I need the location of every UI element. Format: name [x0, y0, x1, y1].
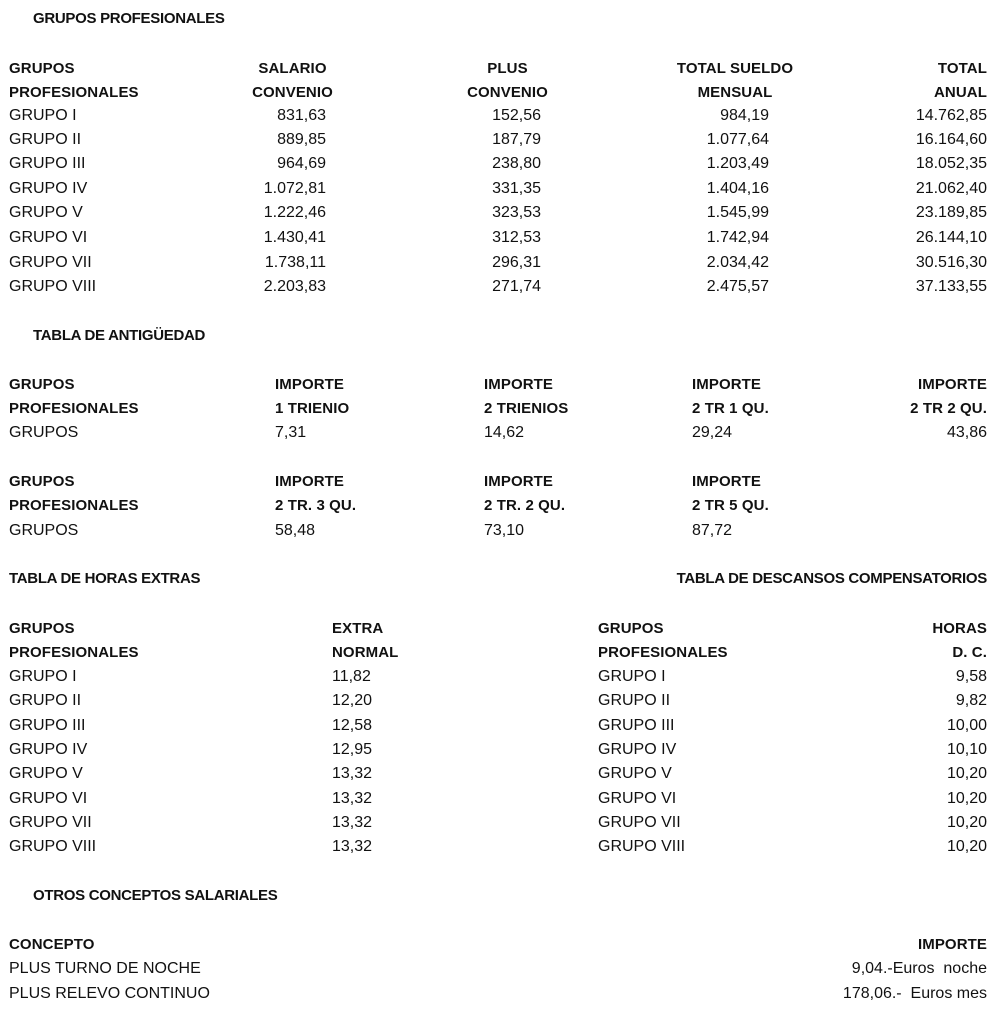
- section-title-otros: OTROS CONCEPTOS SALARIALES: [33, 887, 278, 904]
- col-header: IMPORTE: [917, 936, 987, 953]
- cell-mensual: 1.404,16: [706, 180, 769, 197]
- cell-group: GRUPO V: [9, 765, 83, 782]
- cell-group: GRUPO V: [598, 765, 672, 782]
- col-header: PROFESIONALES: [9, 497, 139, 514]
- cell-concept: PLUS RELEVO CONTINUO: [9, 985, 210, 1002]
- col-header: IMPORTE: [692, 473, 762, 490]
- cell-value: 12,95: [332, 741, 373, 758]
- cell-group: GRUPO I: [9, 107, 77, 124]
- cell-salario: 1.222,46: [263, 204, 326, 221]
- cell-value: 13,32: [332, 838, 373, 855]
- section-title-horas-extras: TABLA DE HORAS EXTRAS: [9, 570, 201, 587]
- cell-value: 73,10: [484, 522, 525, 539]
- cell-value: 10,20: [946, 765, 987, 782]
- col-header: PROFESIONALES: [9, 84, 139, 101]
- cell-salario: 1.430,41: [263, 229, 326, 246]
- col-header: 2 TRIENIOS: [484, 400, 569, 417]
- cell-group: GRUPO VII: [9, 814, 92, 831]
- cell-value: 9,58: [955, 668, 987, 685]
- cell-plus: 152,56: [492, 107, 541, 124]
- col-header: 2 TR. 2 QU.: [484, 497, 566, 514]
- cell-group: GRUPO II: [9, 131, 82, 148]
- cell-group: GRUPO I: [9, 668, 77, 685]
- col-header: GRUPOS: [9, 620, 75, 637]
- col-header: D. C.: [952, 644, 987, 661]
- cell-anual: 16.164,60: [915, 131, 987, 148]
- col-header: HORAS: [932, 620, 987, 637]
- cell-anual: 14.762,85: [915, 107, 987, 124]
- cell-value: 29,24: [692, 424, 733, 441]
- cell-value: 9,04.-Euros noche: [851, 960, 987, 977]
- cell-group: GRUPO VI: [9, 790, 88, 807]
- cell-group: GRUPO II: [9, 692, 82, 709]
- cell-salario: 1.072,81: [263, 180, 326, 197]
- col-header: GRUPOS: [9, 473, 75, 490]
- col-header: IMPORTE: [484, 376, 554, 393]
- cell-anual: 18.052,35: [915, 155, 987, 172]
- col-header: NORMAL: [332, 644, 399, 661]
- cell-value: 11,82: [332, 668, 371, 685]
- col-header: GRUPOS: [598, 620, 664, 637]
- cell-plus: 323,53: [492, 204, 541, 221]
- col-header: PLUS: [487, 60, 528, 77]
- cell-group: GRUPO I: [598, 668, 666, 685]
- cell-plus: 312,53: [492, 229, 541, 246]
- cell-group: GRUPO VIII: [598, 838, 686, 855]
- col-header: EXTRA: [332, 620, 384, 637]
- cell-group: GRUPO IV: [9, 180, 88, 197]
- cell-value: 7,31: [275, 424, 307, 441]
- cell-value: 13,32: [332, 790, 373, 807]
- cell-value: 58,48: [275, 522, 316, 539]
- cell-group: GRUPO III: [598, 717, 675, 734]
- cell-value: 43,86: [946, 424, 987, 441]
- cell-plus: 238,80: [492, 155, 541, 172]
- cell-anual: 23.189,85: [915, 204, 987, 221]
- col-header: ANUAL: [934, 84, 987, 101]
- col-header: TOTAL SUELDO: [676, 60, 794, 77]
- cell-salario: 964,69: [277, 155, 326, 172]
- cell-group: GRUPO III: [9, 155, 86, 172]
- cell-group: GRUPOS: [9, 522, 79, 539]
- col-header: GRUPOS: [9, 60, 75, 77]
- cell-group: GRUPOS: [9, 424, 79, 441]
- cell-group: GRUPO VII: [9, 254, 92, 271]
- col-header: PROFESIONALES: [598, 644, 728, 661]
- cell-plus: 296,31: [492, 254, 541, 271]
- cell-salario: 889,85: [277, 131, 326, 148]
- cell-group: GRUPO IV: [9, 741, 88, 758]
- cell-group: GRUPO VII: [598, 814, 681, 831]
- col-header: IMPORTE: [917, 376, 987, 393]
- col-header: CONCEPTO: [9, 936, 95, 953]
- cell-plus: 271,74: [492, 278, 541, 295]
- cell-value: 13,32: [332, 814, 373, 831]
- cell-value: 10,20: [946, 814, 987, 831]
- cell-group: GRUPO V: [9, 204, 83, 221]
- col-header: CONVENIO: [467, 84, 548, 101]
- col-header: IMPORTE: [275, 473, 345, 490]
- col-header: 2 TR 5 QU.: [692, 497, 769, 514]
- cell-plus: 331,35: [492, 180, 541, 197]
- cell-value: 178,06.- Euros mes: [842, 985, 987, 1002]
- cell-salario: 831,63: [277, 107, 326, 124]
- cell-mensual: 1.545,99: [706, 204, 769, 221]
- col-header: GRUPOS: [9, 376, 75, 393]
- cell-value: 12,20: [332, 692, 373, 709]
- col-header: 2 TR 2 QU.: [910, 400, 987, 417]
- cell-concept: PLUS TURNO DE NOCHE: [9, 960, 201, 977]
- cell-group: GRUPO VI: [598, 790, 677, 807]
- cell-mensual: 1.742,94: [706, 229, 769, 246]
- cell-value: 10,00: [946, 717, 987, 734]
- col-header: IMPORTE: [692, 376, 762, 393]
- col-header: TOTAL: [937, 60, 987, 77]
- cell-anual: 26.144,10: [915, 229, 987, 246]
- cell-anual: 30.516,30: [915, 254, 987, 271]
- col-header: MENSUAL: [697, 84, 773, 101]
- col-header: CONVENIO: [252, 84, 333, 101]
- cell-mensual: 1.203,49: [706, 155, 769, 172]
- section-title-antiguedad: TABLA DE ANTIGÜEDAD: [33, 327, 206, 344]
- col-header: IMPORTE: [275, 376, 345, 393]
- col-header: 2 TR 1 QU.: [692, 400, 769, 417]
- cell-salario: 1.738,11: [264, 254, 326, 271]
- cell-group: GRUPO IV: [598, 741, 677, 758]
- cell-mensual: 984,19: [720, 107, 769, 124]
- cell-value: 13,32: [332, 765, 373, 782]
- cell-anual: 37.133,55: [915, 278, 987, 295]
- cell-group: GRUPO II: [598, 692, 671, 709]
- cell-value: 12,58: [332, 717, 373, 734]
- cell-group: GRUPO III: [9, 717, 86, 734]
- cell-value: 9,82: [955, 692, 987, 709]
- cell-value: 14,62: [484, 424, 525, 441]
- section-title-descansos: TABLA DE DESCANSOS COMPENSATORIOS: [676, 570, 987, 587]
- col-header: PROFESIONALES: [9, 644, 139, 661]
- cell-value: 10,20: [946, 838, 987, 855]
- cell-mensual: 2.034,42: [706, 254, 769, 271]
- cell-group: GRUPO VI: [9, 229, 88, 246]
- cell-mensual: 2.475,57: [706, 278, 769, 295]
- cell-value: 10,20: [946, 790, 987, 807]
- cell-group: GRUPO VIII: [9, 838, 97, 855]
- cell-anual: 21.062,40: [915, 180, 987, 197]
- col-header: IMPORTE: [484, 473, 554, 490]
- cell-salario: 2.203,83: [263, 278, 326, 295]
- col-header: PROFESIONALES: [9, 400, 139, 417]
- cell-value: 10,10: [946, 741, 987, 758]
- col-header: 2 TR. 3 QU.: [275, 497, 357, 514]
- cell-mensual: 1.077,64: [706, 131, 769, 148]
- cell-value: 87,72: [692, 522, 733, 539]
- section-title-grupos: GRUPOS PROFESIONALES: [33, 10, 225, 27]
- col-header: SALARIO: [258, 60, 327, 77]
- cell-plus: 187,79: [492, 131, 541, 148]
- col-header: 1 TRIENIO: [275, 400, 350, 417]
- cell-group: GRUPO VIII: [9, 278, 97, 295]
